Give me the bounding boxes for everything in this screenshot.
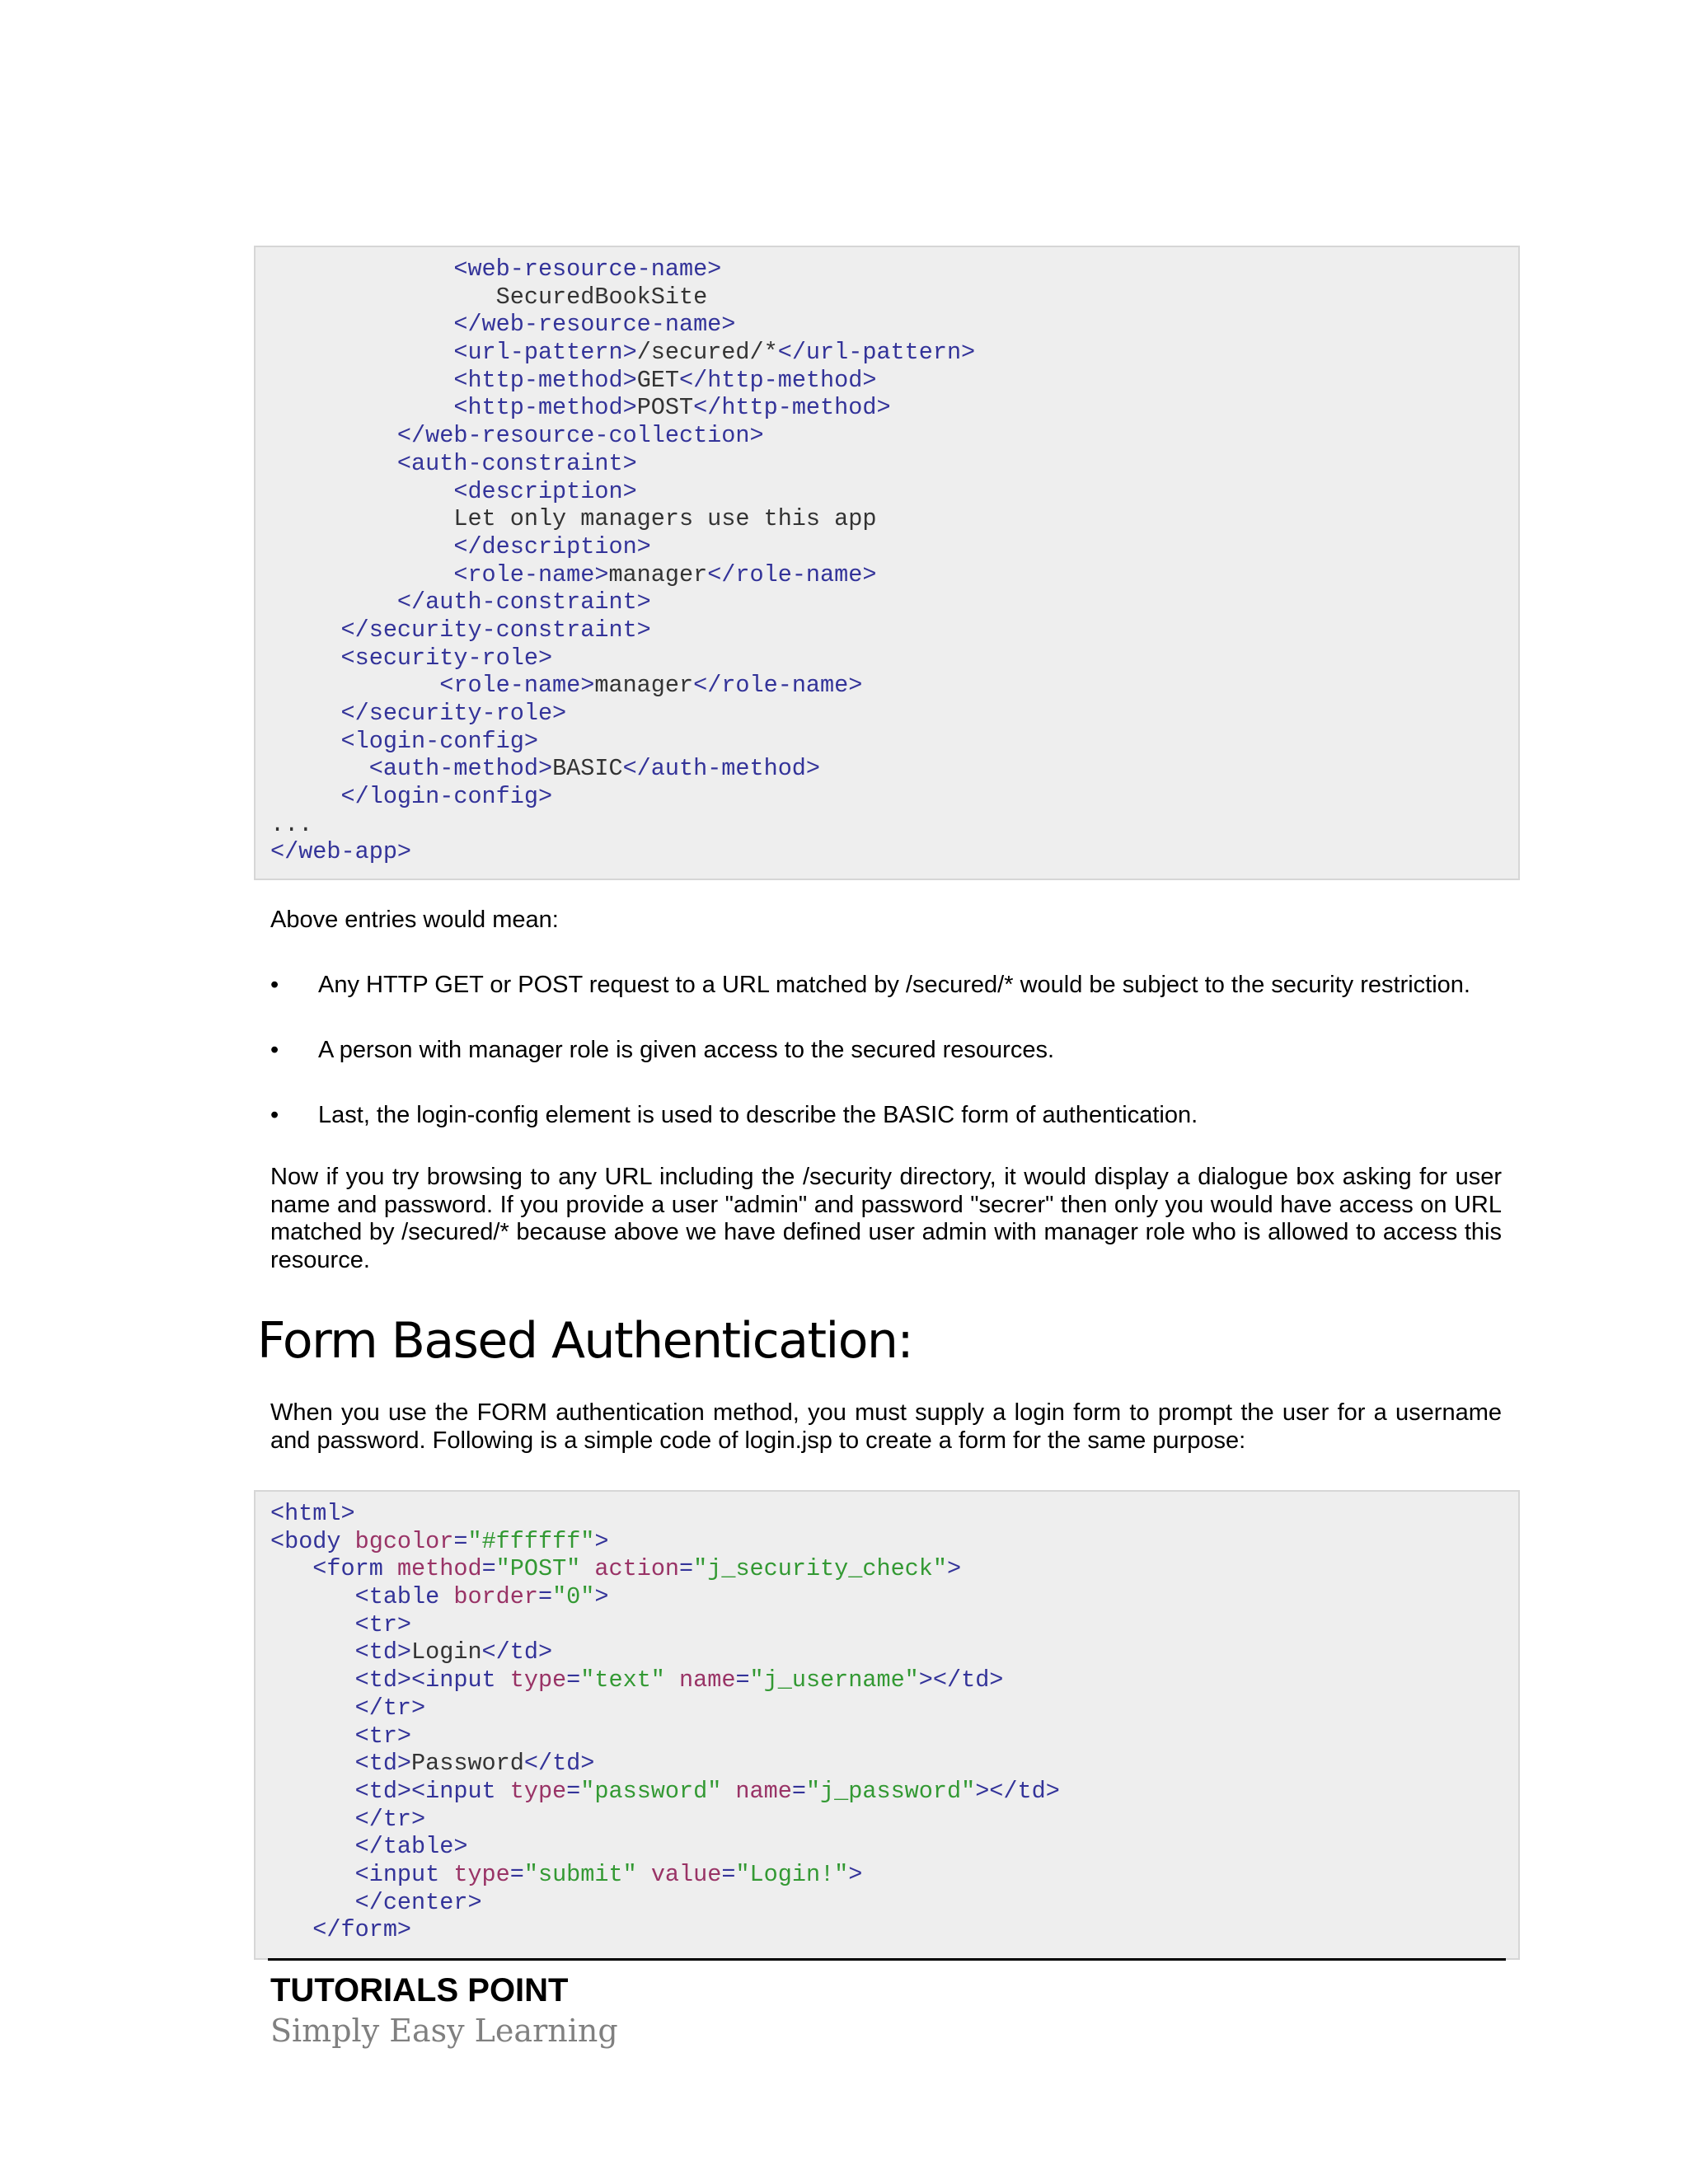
code-token: POST	[636, 394, 694, 422]
code-token: border	[453, 1583, 538, 1611]
code-token: <web-resource-name>	[270, 255, 722, 283]
code-block-login-jsp	[254, 1490, 1520, 1960]
code-token: "0"	[552, 1583, 595, 1611]
code-token: <role-name>	[270, 672, 595, 700]
code-token: <login-config>	[270, 727, 538, 755]
code-token: action	[594, 1555, 680, 1583]
code-token: manager	[594, 672, 694, 700]
code-token: "text"	[580, 1666, 665, 1694]
code-token: <td>	[270, 1750, 412, 1778]
code-block-web-xml	[254, 246, 1520, 880]
code-token: =	[481, 1555, 496, 1583]
code-line	[270, 284, 975, 312]
code-line	[270, 1638, 1060, 1666]
code-token: <html>	[270, 1500, 355, 1527]
intro-text: Above entries would mean:	[270, 907, 559, 933]
code-token: ></td>	[918, 1666, 1004, 1694]
code-line	[270, 1583, 1060, 1611]
explanation-paragraph: Now if you try browsing to any URL including the /security directory, it would display a dialogue box asking for user name and password. If you provide a user "admin" and password "secrer" then only you would have access on URL matched by /secured/* because above we have defined user admin with manager role who is allowed to access this resource.	[270, 1164, 1502, 1274]
code-token: =	[566, 1777, 581, 1805]
code-token: <url-pattern>	[270, 339, 637, 367]
code-line	[270, 311, 975, 339]
code-line	[270, 561, 975, 589]
code-token: </login-config>	[270, 783, 553, 811]
code-token: "POST"	[495, 1555, 581, 1583]
code-line	[270, 644, 975, 673]
code-token: >	[594, 1527, 609, 1555]
footer-tagline: Simply Easy Learning	[270, 2013, 618, 2049]
code-line	[270, 1528, 1060, 1556]
code-token: =	[566, 1666, 581, 1694]
code-token: /secured/*	[636, 339, 778, 367]
code-token: "password"	[580, 1777, 722, 1805]
code-token: "j_security_check"	[693, 1555, 947, 1583]
code-token: </table>	[270, 1833, 468, 1861]
code-token: "Login!"	[735, 1860, 849, 1888]
code-token: <auth-constraint>	[270, 449, 637, 477]
code-line	[270, 339, 975, 367]
code-token: =	[679, 1555, 694, 1583]
code-token: </http-method>	[693, 394, 891, 422]
code-token	[580, 1555, 594, 1582]
code-token: =	[537, 1583, 553, 1611]
code-token: Password	[411, 1750, 524, 1778]
code-token: GET	[636, 366, 679, 394]
code-token: bgcolor	[354, 1527, 454, 1555]
code-line	[270, 450, 975, 478]
code-token: value	[650, 1860, 722, 1888]
section-heading: Form Based Authentication:	[257, 1312, 913, 1370]
code-token: </http-method>	[679, 366, 877, 394]
code-token: </web-resource-collection>	[270, 422, 764, 450]
code-line	[270, 1833, 1060, 1861]
code-token: <description>	[270, 477, 637, 505]
code-token: <http-method>	[270, 366, 637, 394]
code-line	[270, 1889, 1060, 1917]
code-token: =	[721, 1860, 736, 1888]
code-token: </role-name>	[693, 672, 863, 700]
code-line	[270, 1722, 1060, 1750]
code-line	[270, 367, 975, 395]
code-token: >	[848, 1860, 863, 1888]
code-line	[270, 1666, 1060, 1694]
code-line	[270, 616, 975, 644]
code-line	[270, 1694, 1060, 1722]
code-token: <tr>	[270, 1722, 412, 1750]
code-token: name	[679, 1666, 736, 1694]
form-auth-paragraph: When you use the FORM authentication method, you must supply a login form to prompt the user for a username and password. Following is a simple code of login.jsp to create a form for the same purpose:	[270, 1399, 1502, 1454]
code-line	[270, 533, 975, 561]
code-token: </description>	[270, 532, 651, 560]
code-content	[270, 1500, 1060, 1944]
code-token: <input	[270, 1860, 454, 1888]
code-line	[270, 1806, 1060, 1834]
footer-divider	[268, 1958, 1506, 1961]
code-line	[270, 394, 975, 422]
code-token: </web-app>	[270, 838, 412, 866]
code-token: =	[791, 1777, 806, 1805]
code-token: <tr>	[270, 1610, 412, 1638]
code-token: =	[453, 1527, 468, 1555]
code-token: =	[735, 1666, 750, 1694]
code-line	[270, 1611, 1060, 1639]
code-line	[270, 783, 975, 811]
code-token: </url-pattern>	[777, 339, 976, 367]
code-line	[270, 1500, 1060, 1528]
code-token: >	[947, 1555, 962, 1583]
code-line	[270, 811, 975, 839]
code-token: </auth-constraint>	[270, 588, 651, 616]
list-item-text: Any HTTP GET or POST request to a URL matched by /secured/* would be subject to the security restriction.	[318, 972, 1470, 998]
code-token: manager	[608, 560, 708, 588]
code-line	[270, 1778, 1060, 1806]
code-token: <body	[270, 1527, 355, 1555]
code-token: "#ffffff"	[467, 1527, 595, 1555]
code-token: </tr>	[270, 1694, 426, 1722]
code-line	[270, 255, 975, 284]
code-token: <td><input	[270, 1666, 510, 1694]
code-token: <table	[270, 1583, 454, 1611]
bullet-icon: •	[270, 1037, 279, 1063]
footer-brand: TUTORIALS POINT	[270, 1972, 569, 2008]
code-line	[270, 672, 975, 700]
code-token: Login	[411, 1638, 482, 1666]
code-content	[270, 255, 975, 866]
bullet-icon: •	[270, 1102, 279, 1128]
code-token: type	[509, 1777, 567, 1805]
code-token: </center>	[270, 1888, 482, 1916]
code-token: </security-constraint>	[270, 616, 651, 644]
code-line	[270, 755, 975, 783]
code-token: </form>	[270, 1916, 412, 1944]
code-token: </web-resource-name>	[270, 311, 736, 339]
code-line	[270, 422, 975, 450]
code-token: </role-name>	[707, 560, 877, 588]
code-token: "j_username"	[749, 1666, 919, 1694]
code-line	[270, 1555, 1060, 1583]
code-token: ...	[270, 810, 313, 838]
code-token	[637, 1861, 651, 1888]
code-line	[270, 700, 975, 728]
code-line	[270, 478, 975, 506]
code-token: BASIC	[552, 755, 623, 783]
code-token: </td>	[481, 1638, 553, 1666]
code-line	[270, 505, 975, 533]
code-token	[721, 1778, 735, 1805]
code-token: <form	[270, 1555, 397, 1583]
bullet-icon: •	[270, 972, 279, 998]
code-token: </tr>	[270, 1805, 426, 1833]
code-token: <security-role>	[270, 644, 553, 672]
code-token: <td><input	[270, 1777, 510, 1805]
code-token: <http-method>	[270, 394, 637, 422]
code-token: name	[735, 1777, 792, 1805]
code-line	[270, 588, 975, 616]
code-token: "j_password"	[805, 1777, 976, 1805]
code-line	[270, 1916, 1060, 1944]
code-token: ></td>	[975, 1777, 1060, 1805]
code-token: >	[594, 1583, 609, 1611]
code-token: =	[509, 1860, 524, 1888]
code-token: <role-name>	[270, 560, 609, 588]
code-line	[270, 1861, 1060, 1889]
code-token: SecuredBookSite	[270, 283, 708, 311]
code-token: </td>	[523, 1750, 595, 1778]
code-token: <auth-method>	[270, 755, 553, 783]
list-item-text: Last, the login-config element is used to describe the BASIC form of authentication.	[318, 1102, 1198, 1128]
code-token: "submit"	[523, 1860, 637, 1888]
code-token: <td>	[270, 1638, 412, 1666]
code-token	[665, 1666, 679, 1694]
list-item-text: A person with manager role is given access to the secured resources.	[318, 1037, 1055, 1063]
code-token: </security-role>	[270, 700, 567, 727]
code-token: type	[509, 1666, 567, 1694]
code-token: method	[396, 1555, 482, 1583]
code-line	[270, 1750, 1060, 1778]
code-line	[270, 838, 975, 866]
code-token: </auth-method>	[622, 755, 821, 783]
code-line	[270, 728, 975, 756]
code-token: type	[453, 1860, 510, 1888]
code-token: Let only managers use this app	[270, 505, 877, 533]
